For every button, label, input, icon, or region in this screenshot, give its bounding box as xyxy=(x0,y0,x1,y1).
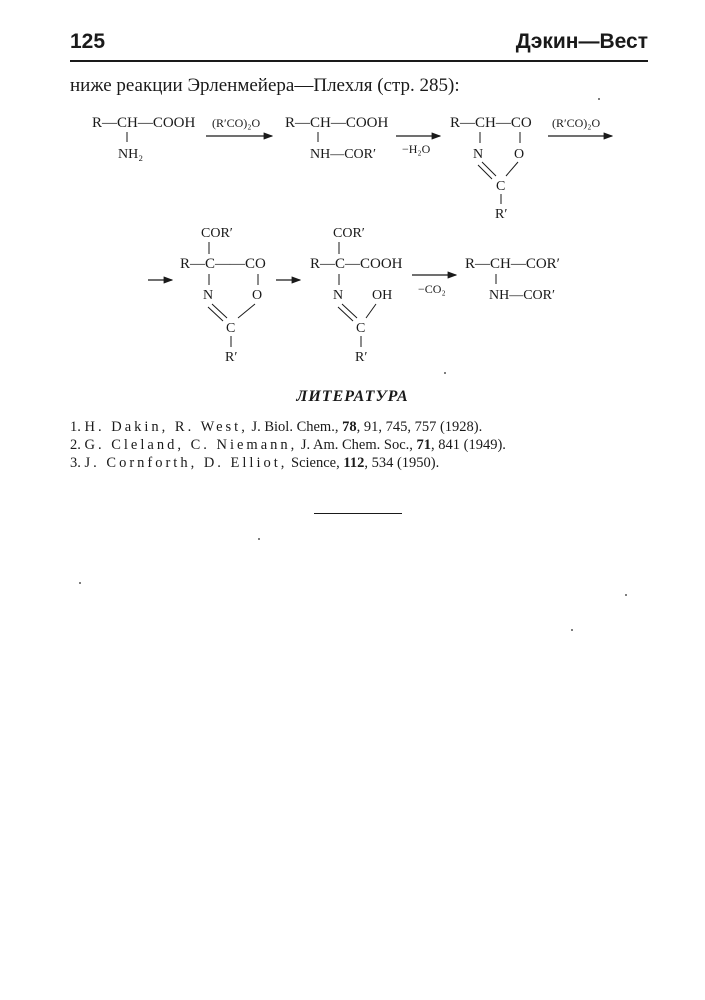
print-speck xyxy=(598,98,600,100)
double-bond xyxy=(338,307,353,321)
acylamino-group: NH—COR′ xyxy=(489,288,556,303)
substituent-r: R′ xyxy=(225,350,238,365)
reagent-label: −CO₂ xyxy=(418,282,446,296)
ref-source: J. Am. Chem. Soc., xyxy=(297,437,417,453)
ring-nitrogen: N xyxy=(473,147,484,162)
acyl-group: COR′ xyxy=(201,226,233,241)
reference-list xyxy=(70,418,506,472)
ref-pages: , 841 (1949). xyxy=(431,437,506,453)
hydroxyl: OH xyxy=(372,288,393,303)
bond-line xyxy=(366,304,376,318)
ref-authors: J. Cornforth, D. Elliot, xyxy=(84,455,288,471)
reference-item xyxy=(70,418,506,436)
print-speck xyxy=(444,372,446,374)
ref-pages: , 91, 745, 757 (1928). xyxy=(356,419,483,435)
ref-number: 1. xyxy=(70,419,81,435)
substituent-r: R′ xyxy=(355,350,368,365)
reaction-scheme xyxy=(0,0,705,380)
ref-volume: 78 xyxy=(342,419,357,435)
amino-acid xyxy=(92,115,196,162)
acyl-group: COR′ xyxy=(333,226,365,241)
acylamino-group: NH—COR′ xyxy=(310,147,377,162)
double-bond xyxy=(342,304,357,318)
nitrogen: N xyxy=(333,288,344,303)
double-bond xyxy=(208,307,223,321)
print-speck xyxy=(258,538,260,540)
double-bond xyxy=(212,304,227,318)
acylamino-ketone xyxy=(465,256,560,303)
reaction-arrow-5 xyxy=(412,275,456,296)
intro-text: ниже реакции Эрленмейера—Плехля (стр. 285): xyxy=(70,75,460,96)
reference-item xyxy=(70,454,506,472)
reaction-arrow-1 xyxy=(206,116,272,136)
ring-oxygen: O xyxy=(252,288,263,303)
ref-number: 3. xyxy=(70,455,81,471)
ref-authors: H. Dakin, R. West, xyxy=(84,419,248,435)
ref-source: J. Biol. Chem., xyxy=(247,419,343,435)
page-number: 125 xyxy=(70,30,106,53)
ref-source: Science, xyxy=(287,455,344,471)
reference-item xyxy=(70,436,506,454)
acylamino-acid xyxy=(285,115,389,162)
ref-authors: G. Cleland, C. Niemann, xyxy=(84,437,298,453)
ref-volume: 71 xyxy=(416,437,432,453)
literature-heading: ЛИТЕРАТУРА xyxy=(296,388,409,405)
ring-oxygen: O xyxy=(514,147,525,162)
reaction-arrow-3 xyxy=(548,116,612,136)
double-bond xyxy=(482,162,496,176)
azlactone-top: R—CH—CO xyxy=(450,115,532,131)
bond-line xyxy=(238,304,255,318)
reagent-label: (R′CO)₂O xyxy=(212,116,261,130)
amino-group: NH₂ xyxy=(118,147,144,162)
carbon: C xyxy=(356,321,366,336)
substituent-r: R′ xyxy=(495,207,508,222)
double-bond xyxy=(478,165,492,179)
end-rule xyxy=(314,513,402,514)
open-intermediate xyxy=(310,226,403,365)
acyl-azlactone-main: R—C——CO xyxy=(180,256,266,272)
product-formula: R—CH—COR′ xyxy=(465,256,560,272)
print-speck xyxy=(625,594,627,596)
reaction-arrow-2 xyxy=(396,136,440,156)
ring-nitrogen: N xyxy=(203,288,214,303)
azlactone xyxy=(450,115,532,222)
bond-line xyxy=(506,162,518,176)
reagent-label: −H₂O xyxy=(402,142,431,156)
acylamino-acid-formula: R—CH—COOH xyxy=(285,115,389,131)
amino-acid-formula: R—CH—COOH xyxy=(92,115,196,131)
ring-carbon: C xyxy=(226,321,236,336)
ref-volume: 112 xyxy=(343,455,365,471)
print-speck xyxy=(79,582,81,584)
running-head: Дэкин—Вест xyxy=(515,30,648,53)
print-speck xyxy=(571,629,573,631)
ring-carbon: C xyxy=(496,179,506,194)
ref-number: 2. xyxy=(70,437,81,453)
acyl-azlactone xyxy=(180,226,266,365)
reagent-label: (R′CO)₂O xyxy=(552,116,601,130)
intermediate-main: R—C—COOH xyxy=(310,256,403,272)
ref-pages: , 534 (1950). xyxy=(364,455,440,471)
